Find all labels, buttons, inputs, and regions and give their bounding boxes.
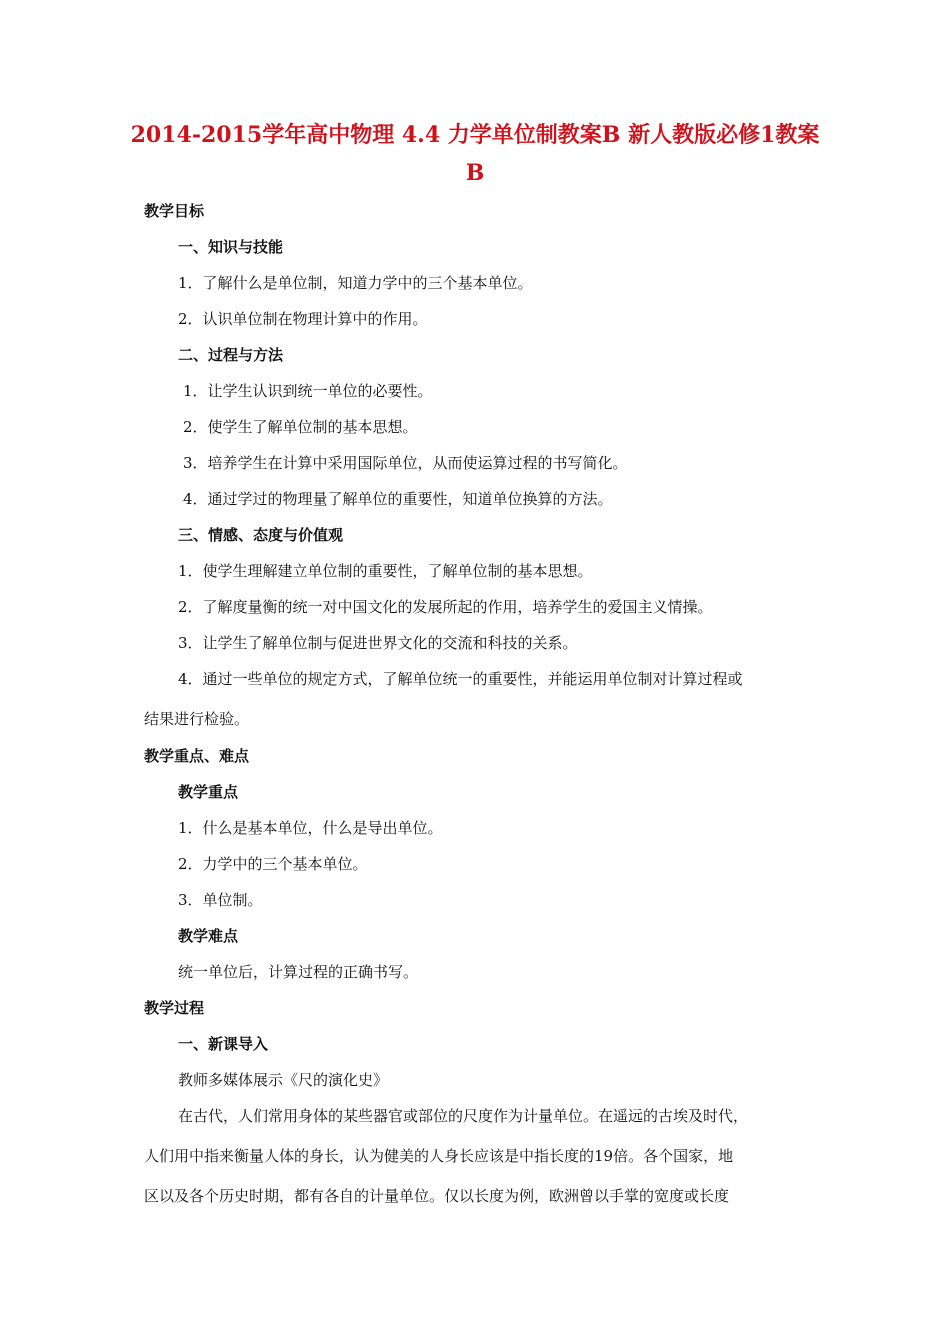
- difficult-item-1: 统一单位后，计算过程的正确书写。: [178, 963, 419, 981]
- heading-teaching-process: 教学过程: [144, 999, 205, 1017]
- heading-process-methods: 二、过程与方法: [178, 346, 284, 364]
- subheading-difficult-points: 教学难点: [178, 927, 239, 945]
- subheading-key-points: 教学重点: [178, 783, 239, 801]
- intro-paragraph-2-line-2: 人们用中指来衡量人体的身长，认为健美的人身长应该是中指长度的19倍。各个国家，地: [144, 1147, 734, 1165]
- intro-paragraph-2-line-1: 在古代，人们常用身体的某些器官或部位的尺度作为计量单位。在遥远的古埃及时代，: [178, 1107, 749, 1125]
- process-item-3: 3．培养学生在计算中采用国际单位，从而使运算过程的书写简化。: [183, 454, 628, 472]
- emotion-item-4-continued: 结果进行检验。: [144, 710, 250, 728]
- heading-emotion-values: 三、情感、态度与价值观: [178, 526, 344, 544]
- heading-key-difficult: 教学重点、难点: [144, 747, 250, 765]
- emotion-item-2: 2．了解度量衡的统一对中国文化的发展所起的作用，培养学生的爱国主义情操。: [178, 598, 713, 616]
- emotion-item-3: 3．让学生了解单位制与促进世界文化的交流和科技的关系。: [178, 634, 578, 652]
- key-item-1: 1．什么是基本单位，什么是导出单位。: [178, 819, 443, 837]
- process-item-1: 1．让学生认识到统一单位的必要性。: [183, 382, 433, 400]
- key-item-2: 2．力学中的三个基本单位。: [178, 855, 368, 873]
- process-item-4: 4．通过学过的物理量了解单位的重要性，知道单位换算的方法。: [183, 490, 613, 508]
- emotion-item-1: 1．使学生理解建立单位制的重要性，了解单位制的基本思想。: [178, 562, 593, 580]
- knowledge-item-2: 2．认识单位制在物理计算中的作用。: [178, 310, 428, 328]
- knowledge-item-1: 1．了解什么是单位制，知道力学中的三个基本单位。: [178, 274, 533, 292]
- heading-teaching-goals: 教学目标: [144, 202, 205, 220]
- intro-paragraph-1: 教师多媒体展示《尺的演化史》: [178, 1071, 389, 1089]
- heading-knowledge-skills: 一、知识与技能: [178, 238, 284, 256]
- intro-paragraph-2-line-3: 区以及各个历史时期，都有各自的计量单位。仅以长度为例，欧洲曾以手掌的宽度或长度: [144, 1187, 730, 1205]
- key-item-3: 3．单位制。: [178, 891, 263, 909]
- heading-new-lesson-intro: 一、新课导入: [178, 1035, 269, 1053]
- process-item-2: 2．使学生了解单位制的基本思想。: [183, 418, 418, 436]
- document-title: 2014-2015学年高中物理 4.4 力学单位制教案B 新人教版必修1教案 B: [130, 122, 820, 186]
- emotion-item-4: 4．通过一些单位的规定方式，了解单位统一的重要性，并能运用单位制对计算过程或: [178, 670, 743, 688]
